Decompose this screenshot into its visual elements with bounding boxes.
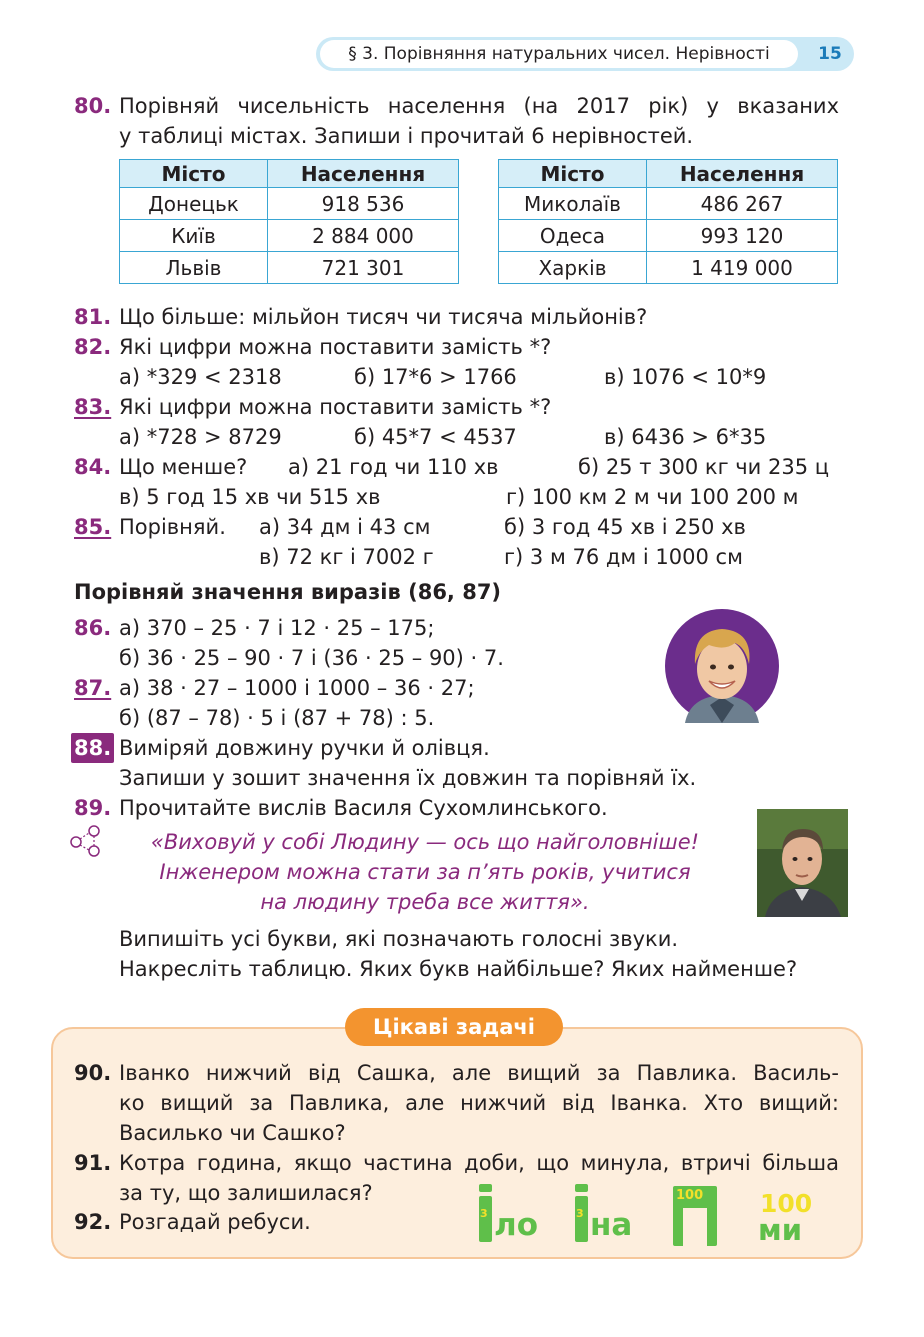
exercise-number: 89. bbox=[74, 796, 112, 820]
exercise-text: Випишіть усі букви, які позначають голосні звуки. bbox=[119, 927, 679, 951]
option-b: б) 3 год 45 хв і 250 хв bbox=[504, 515, 746, 539]
quote-line: «Виховуй у собі Людину — ось що найголовніше! bbox=[150, 830, 700, 854]
table-cell: Миколаїв bbox=[499, 188, 647, 220]
exercise-number: 92. bbox=[74, 1210, 112, 1234]
option-b: б) 17*6 > 1766 bbox=[354, 365, 517, 389]
table-cell: 918 536 bbox=[268, 188, 459, 220]
option-b: б) (87 – 78) · 5 і (87 + 78) : 5. bbox=[119, 706, 435, 730]
table-row bbox=[499, 220, 838, 252]
option-b: б) 45*7 < 4537 bbox=[354, 425, 517, 449]
table-cell: Київ bbox=[120, 220, 268, 252]
exercise-number: 88. bbox=[71, 733, 114, 763]
page-number: 15 bbox=[818, 44, 842, 64]
exercise-text: за ту, що залишилася? bbox=[119, 1181, 373, 1205]
table-row bbox=[499, 252, 838, 284]
table-cell: 721 301 bbox=[268, 252, 459, 284]
rebus-4 bbox=[758, 1189, 813, 1248]
option-c: в) 6436 > 6*35 bbox=[604, 425, 767, 449]
option-b: б) 36 · 25 – 90 · 7 і (36 · 25 – 90) · 7. bbox=[119, 646, 504, 670]
quote-line: на людину треба все життя». bbox=[260, 890, 590, 914]
exercise-text: Розгадай ребуси. bbox=[119, 1210, 311, 1234]
exercise-text: Які цифри можна поставити замість *? bbox=[119, 335, 552, 359]
exercise-text: Запиши у зошит значення їх довжин та порівняй їх. bbox=[119, 766, 697, 790]
table-row bbox=[499, 188, 838, 220]
exercise-number: 86. bbox=[74, 616, 112, 640]
rebus-letters: ми bbox=[758, 1213, 803, 1247]
interesting-tasks-title: Цікаві задачі bbox=[345, 1008, 563, 1046]
option-a: а) 370 – 25 · 7 і 12 · 25 – 175; bbox=[119, 616, 435, 640]
exercise-number: 90. bbox=[74, 1061, 112, 1085]
table-cell: Донецьк bbox=[120, 188, 268, 220]
rebus-letters: на bbox=[590, 1207, 633, 1243]
exercise-text: Що більше: мільйон тисяч чи тисяча мільйонів? bbox=[119, 305, 648, 329]
option-a: а) *329 < 2318 bbox=[119, 365, 282, 389]
exercise-text: Порівняй чисельність населення (на 2017 рік) у вказаних bbox=[119, 94, 839, 118]
table-cell: Харків bbox=[499, 252, 647, 284]
exercise-number: 83. bbox=[74, 395, 112, 419]
rebus-digit: 100 bbox=[676, 1188, 704, 1203]
exercise-text: Іванко нижчий від Сашка, але вищий за Павлика. Василь- bbox=[119, 1061, 839, 1085]
author-portrait bbox=[757, 809, 848, 917]
table-cell: Львів bbox=[120, 252, 268, 284]
table-header: Місто bbox=[499, 160, 647, 188]
exercise-text: Виміряй довжину ручки й олівця. bbox=[119, 736, 490, 760]
rebus-3 bbox=[673, 1186, 717, 1246]
rebus-2 bbox=[575, 1184, 635, 1246]
rebus-letters: ло bbox=[494, 1207, 539, 1243]
rebus-1 bbox=[479, 1184, 539, 1246]
section-heading: Порівняй значення виразів (86, 87) bbox=[74, 580, 502, 604]
table-cell: 2 884 000 bbox=[268, 220, 459, 252]
option-b: б) 25 т 300 кг чи 235 ц bbox=[578, 455, 830, 479]
exercise-number: 87. bbox=[74, 676, 112, 700]
option-d: г) 3 м 76 дм і 1000 см bbox=[504, 545, 743, 569]
rebus-digit: 100 bbox=[760, 1189, 813, 1218]
table-header: Населення bbox=[268, 160, 459, 188]
table-header: Населення bbox=[647, 160, 838, 188]
table-cell: 486 267 bbox=[647, 188, 838, 220]
exercise-text: у таблиці містах. Запиши і прочитай 6 нерівностей. bbox=[119, 124, 694, 148]
table-row bbox=[120, 188, 459, 220]
exercise-number: 85. bbox=[74, 515, 112, 539]
rebus-digit: 3 bbox=[480, 1207, 488, 1220]
option-d: г) 100 км 2 м чи 100 200 м bbox=[506, 485, 799, 509]
table-cell: 993 120 bbox=[647, 220, 838, 252]
option-c: в) 1076 < 10*9 bbox=[604, 365, 767, 389]
table-header: Місто bbox=[120, 160, 268, 188]
exercise-text: Що менше? bbox=[119, 455, 248, 479]
option-a: а) 34 дм і 43 см bbox=[259, 515, 431, 539]
exercise-text: Які цифри можна поставити замість *? bbox=[119, 395, 552, 419]
exercise-text: Котра година, якщо частина доби, що минула, втричі більша bbox=[119, 1151, 839, 1175]
section-title: § 3. Порівняння натуральних чисел. Нерівності bbox=[320, 40, 798, 68]
exercise-number: 82. bbox=[74, 335, 112, 359]
exercise-text: Накресліть таблицю. Яких букв найбільше? Яких найменше? bbox=[119, 957, 798, 981]
table-cell: Одеса bbox=[499, 220, 647, 252]
table-cell: 1 419 000 bbox=[647, 252, 838, 284]
exercise-number: 80. bbox=[74, 94, 112, 118]
quote-line: Інженером можна стати за п’ять років, учитися bbox=[159, 860, 691, 884]
option-c: в) 72 кг і 7002 г bbox=[259, 545, 434, 569]
exercise-text: ко вищий за Павлика, але нижчий від Іванка. Хто вищий: bbox=[119, 1091, 839, 1115]
rebus-letter bbox=[685, 1214, 686, 1215]
exercise-number: 84. bbox=[74, 455, 112, 479]
exercise-text: Василько чи Сашко? bbox=[119, 1121, 346, 1145]
option-a: а) 21 год чи 110 хв bbox=[288, 455, 499, 479]
exercise-number: 91. bbox=[74, 1151, 112, 1175]
boy-portrait bbox=[665, 609, 779, 723]
table-row bbox=[120, 252, 459, 284]
population-table-left bbox=[119, 159, 459, 284]
option-c: в) 5 год 15 хв чи 515 хв bbox=[119, 485, 381, 509]
exercise-number: 81. bbox=[74, 305, 112, 329]
option-a: а) *728 > 8729 bbox=[119, 425, 282, 449]
exercise-text: Порівняй. bbox=[119, 515, 226, 539]
exercise-text: Прочитайте вислів Василя Сухомлинського. bbox=[119, 796, 608, 820]
rebus-digit: 3 bbox=[576, 1207, 584, 1220]
table-row bbox=[120, 220, 459, 252]
population-table-right bbox=[498, 159, 838, 284]
group-work-icon bbox=[68, 824, 104, 858]
option-a: а) 38 · 27 – 1000 і 1000 – 36 · 27; bbox=[119, 676, 475, 700]
